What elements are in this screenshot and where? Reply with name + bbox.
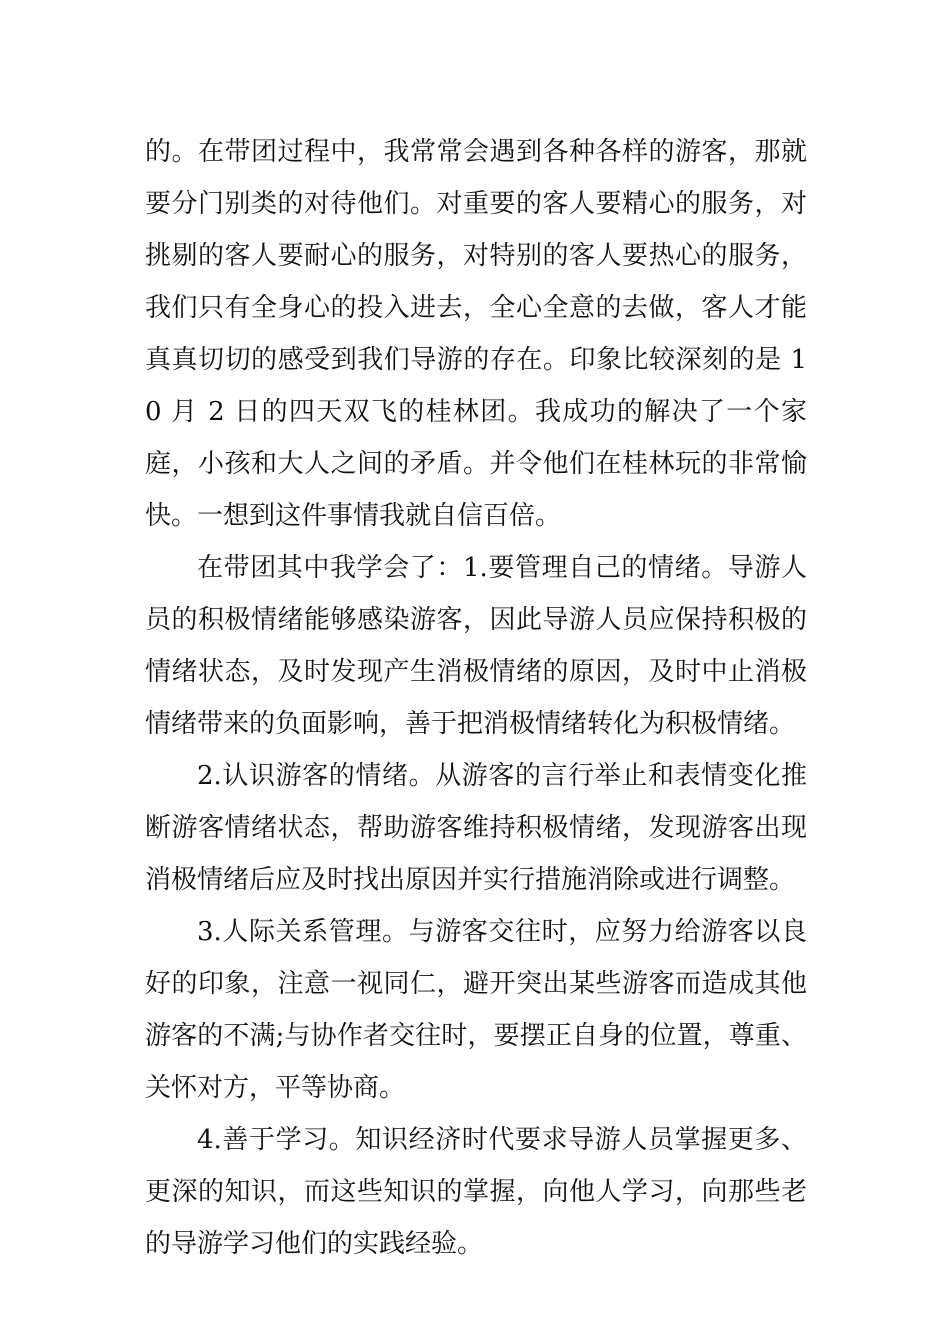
paragraph-intro: 的。在带团过程中，我常常会遇到各种各样的游客，那就要分门别类的对待他们。对重要的客人要精心的服务，对挑剔的客人要耐心的服务，对特别的客人要热心的服务，我们只有全身心的投入进去，全心全意的去做，客人才能真真切切的感受到我们导游的存在。印象比较深刻的是 10 月 2 日的四天双飞的桂林团。我成功的解决了一个家庭，小孩和大人之间的矛盾。并令他们在桂林玩的非常愉快。一想到这件事情我就自信百倍。 [145,137,807,531]
paragraph-point-2: 2.认识游客的情绪。从游客的言行举止和表情变化推断游客情绪状态，帮助游客维持积极情绪，发现游客出现消极情绪后应及时找出原因并实行措施消除或进行调整。 [145,761,807,895]
paragraph-point-1: 在带团其中我学会了：1.要管理自己的情绪。导游人员的积极情绪能够感染游客，因此导游人员应保持积极的情绪状态，及时发现产生消极情绪的原因，及时中止消极情绪带来的负面影响，善于把消极情绪转化为积极情绪。 [145,553,807,739]
document-body [145,126,807,1270]
paragraph-point-3: 3.人际关系管理。与游客交往时，应努力给游客以良好的印象，注意一视同仁，避开突出某些游客而造成其他游客的不满;与协作者交往时，要摆正自身的位置，尊重、关怀对方，平等协商。 [145,917,807,1103]
paragraph-point-4: 4.善于学习。知识经济时代要求导游人员掌握更多、更深的知识，而这些知识的掌握，向他人学习，向那些老的导游学习他们的实践经验。 [145,1125,807,1259]
